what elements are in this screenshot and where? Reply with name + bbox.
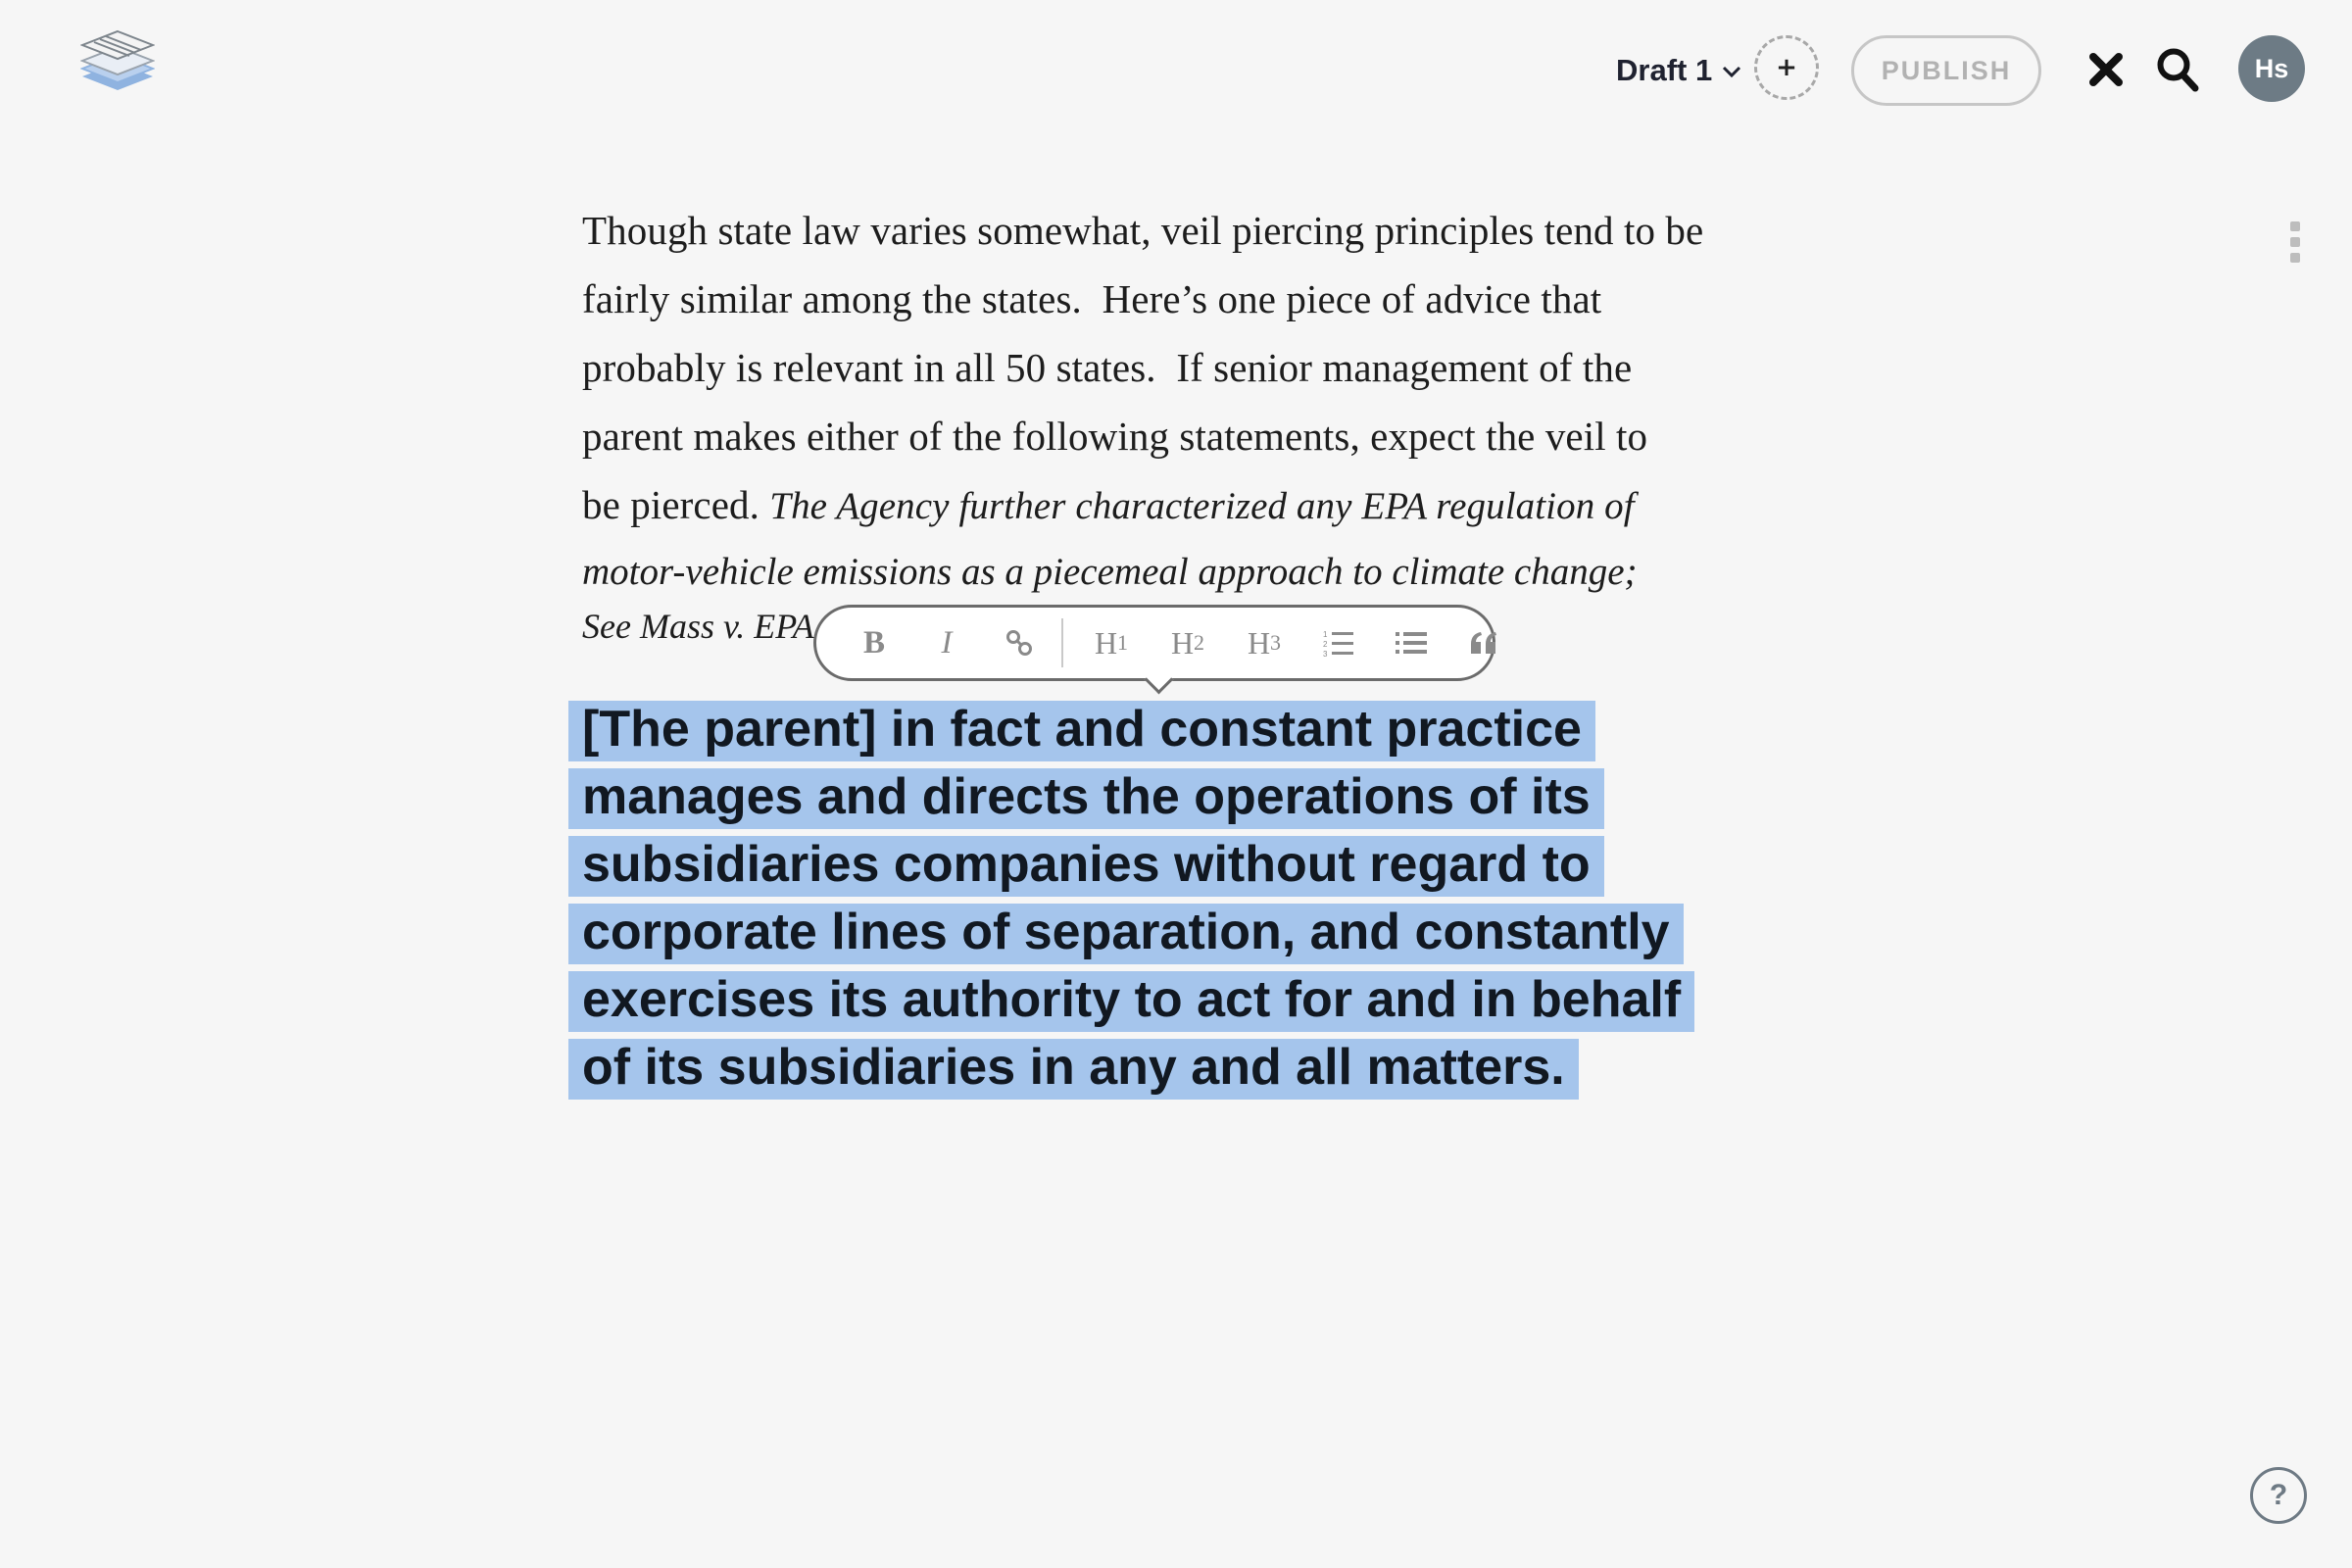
bold-icon: B bbox=[862, 624, 885, 661]
svg-text:3: 3 bbox=[1323, 650, 1328, 658]
editor-body[interactable] bbox=[582, 196, 1797, 604]
paragraph-line: be pierced. bbox=[582, 482, 770, 527]
toolbar-divider bbox=[1061, 618, 1063, 667]
blockquote-button[interactable] bbox=[1447, 613, 1520, 672]
stacked-layers-logo-icon bbox=[80, 27, 155, 92]
user-avatar[interactable] bbox=[2238, 35, 2305, 102]
h1-label: H bbox=[1094, 624, 1118, 661]
app-logo[interactable] bbox=[80, 27, 155, 92]
plus-icon: + bbox=[1776, 53, 1797, 82]
paragraph-line: probably is relevant in all 50 states. If senior management of the bbox=[582, 345, 1633, 390]
selected-heading[interactable] bbox=[568, 696, 1764, 1102]
heading-3-button[interactable] bbox=[1226, 613, 1302, 672]
more-options-icon[interactable] bbox=[2287, 221, 2303, 265]
italic-quote-line: motor-vehicle emissions as a piecemeal approach to climate change; bbox=[582, 551, 1638, 593]
paragraph-line: parent makes either of the following statements, expect the veil to bbox=[582, 414, 1648, 459]
add-collaborator-button[interactable] bbox=[1754, 35, 1819, 100]
italic-button[interactable] bbox=[910, 613, 983, 672]
svg-text:2: 2 bbox=[1323, 640, 1328, 649]
h2-sub: 2 bbox=[1194, 630, 1205, 655]
format-toolbar bbox=[813, 605, 1495, 681]
h1-sub: 1 bbox=[1117, 630, 1129, 655]
heading-line: [The parent] in fact and constant practice bbox=[582, 701, 1582, 758]
italic-quote: The Agency further characterized any EPA regulation of bbox=[769, 485, 1635, 527]
paragraph[interactable] bbox=[582, 196, 1797, 541]
publish-button[interactable] bbox=[1851, 35, 2041, 106]
h3-sub: 3 bbox=[1270, 630, 1282, 655]
h2-label: H bbox=[1170, 624, 1195, 661]
paragraph-line: Though state law varies somewhat, veil piercing principles tend to be bbox=[582, 208, 1704, 253]
unordered-list-icon bbox=[1396, 630, 1427, 656]
heading-2-button[interactable] bbox=[1150, 613, 1226, 672]
selected-heading-block[interactable] bbox=[568, 696, 1764, 1102]
unordered-list-button[interactable] bbox=[1375, 613, 1447, 672]
question-icon: ? bbox=[2269, 1479, 2288, 1511]
draft-label: Draft 1 bbox=[1616, 53, 1713, 87]
heading-line: exercises its authority to act for and in behalf bbox=[582, 971, 1682, 1028]
svg-text:1: 1 bbox=[1323, 630, 1328, 639]
heading-line: of its subsidiaries in any and all matters. bbox=[582, 1039, 1565, 1096]
help-button[interactable] bbox=[2250, 1467, 2307, 1524]
paragraph-line: fairly similar among the states. Here’s one piece of advice that bbox=[582, 276, 1602, 321]
heading-line: corporate lines of separation, and constantly bbox=[582, 904, 1670, 960]
avatar-initials: Hs bbox=[2254, 53, 2289, 83]
ordered-list-button[interactable] bbox=[1302, 613, 1375, 672]
heading-line: manages and directs the operations of its bbox=[582, 768, 1591, 825]
draft-selector[interactable] bbox=[1616, 53, 1741, 88]
bold-button[interactable] bbox=[838, 613, 910, 672]
chevron-down-icon bbox=[1722, 65, 1741, 78]
h3-label: H bbox=[1247, 624, 1271, 661]
search-icon[interactable] bbox=[2156, 47, 2199, 92]
close-icon[interactable] bbox=[2086, 50, 2126, 89]
ordered-list-icon bbox=[1323, 628, 1354, 658]
link-button[interactable] bbox=[983, 613, 1055, 672]
italic-icon: I bbox=[941, 624, 953, 661]
citation-text: See Mass v. EPA bbox=[582, 607, 814, 646]
heading-1-button[interactable] bbox=[1073, 613, 1150, 672]
publish-label: PUBLISH bbox=[1881, 55, 2012, 85]
quote-icon bbox=[1469, 630, 1498, 656]
heading-line: subsidiaries companies without regard to bbox=[582, 836, 1591, 893]
link-icon bbox=[1004, 628, 1034, 658]
